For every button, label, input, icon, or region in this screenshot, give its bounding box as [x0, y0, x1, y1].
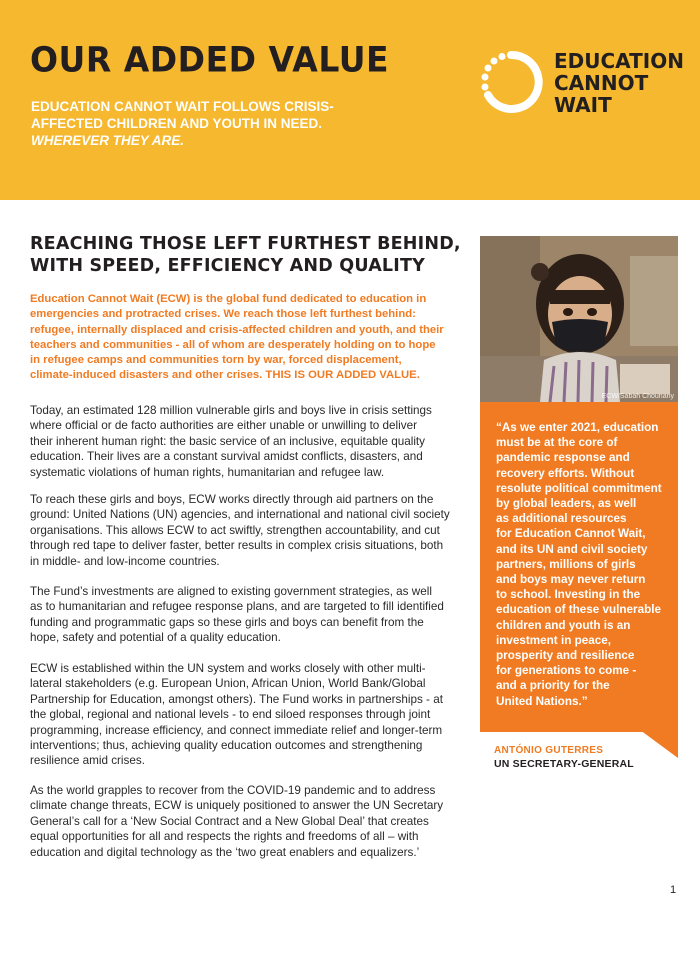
quote-line: and its UN and civil society — [496, 542, 648, 556]
quote-line: resolute political commitment — [496, 481, 662, 495]
header-banner — [0, 0, 700, 200]
body-line: ground: United Nations (UN) agencies, and international and national civil society — [30, 508, 450, 522]
quote-line: must be at the core of — [496, 436, 618, 450]
header-subtitle-italic: WHEREVER THEY ARE. — [31, 133, 185, 148]
body-line: lateral stakeholders (e.g. European Union, African Union, World Bank/Global — [30, 677, 426, 691]
ecw-logo — [476, 44, 686, 124]
body-line: General’s call for a ‘New Social Contract and a New Global Deal’ that creates — [30, 814, 429, 828]
body-line: interventions; thus, achieving quality education outcomes and strengthening — [30, 739, 423, 753]
quote-line: for generations to come - — [496, 664, 637, 678]
header-subtitle-line: EDUCATION CANNOT WAIT FOLLOWS CRISIS- — [31, 99, 334, 114]
body-line: The Fund’s investments are aligned to existing government strategies, as well — [30, 585, 432, 598]
section-heading — [30, 233, 470, 277]
body-line: equal opportunities for all and respects the rights and freedoms of all – with — [30, 830, 419, 844]
quote-line: United Nations.” — [496, 694, 588, 708]
lead-line: emergencies and protracted crises. We reach those left furthest behind: — [30, 308, 416, 321]
quote-attribution-role: UN SECRETARY-GENERAL — [494, 758, 634, 770]
section-heading-line: WITH SPEED, EFFICIENCY AND QUALITY — [30, 256, 426, 276]
quote-line: and a priority for the — [496, 679, 610, 693]
lead-line: climate-induced disasters and other crises. THIS IS OUR ADDED VALUE. — [30, 369, 420, 382]
page-number: 1 — [670, 884, 677, 896]
body-paragraph — [30, 661, 470, 769]
quote-text — [496, 420, 674, 709]
body-line: Today, an estimated 128 million vulnerable girls and boys live in crisis settings — [30, 404, 432, 417]
body-line: funding and programmatic gaps so these girls and boys can benefit from the — [30, 615, 424, 629]
body-line: Partnership for Education, amongst others). The Fund works in partnerships - at — [30, 692, 443, 706]
lead-line: refugee, internally displaced and crisis-affected children and youth, and their — [30, 323, 444, 336]
body-paragraph — [30, 783, 470, 860]
body-line: ECW is established within the UN system and works closely with other multi- — [30, 662, 426, 675]
quote-line: investment in peace, — [496, 633, 611, 647]
quote-line: to school. Investing in the — [496, 588, 641, 602]
page-title: OUR ADDED VALUE — [30, 39, 390, 80]
quote-box — [480, 402, 678, 732]
quote-line: education of these vulnerable — [496, 603, 661, 617]
body-paragraph — [30, 492, 470, 569]
student-photo — [480, 236, 678, 402]
ecw-logo-text — [554, 50, 684, 116]
body-paragraph — [30, 584, 470, 646]
body-line: programming, increase efficiency, and connect immediate relief and longer-term — [30, 723, 443, 737]
quote-line: by global leaders, as well — [496, 497, 637, 511]
section-heading-line: REACHING THOSE LEFT FURTHEST BEHIND, — [30, 234, 461, 254]
header-subtitle-line: AFFECTED CHILDREN AND YOUTH IN NEED. — [31, 116, 323, 131]
body-line: in middle- and low-income countries. — [30, 554, 220, 568]
quote-line: and boys may never return — [496, 573, 646, 587]
quote-line: as additional resources — [496, 512, 627, 526]
body-line: climate change threats, ECW is uniquely positioned to answer the UN Secretary — [30, 799, 444, 813]
logo-text-line: WAIT — [554, 93, 612, 117]
body-line: To reach these girls and boys, ECW works directly through aid partners on the — [30, 493, 434, 506]
photo-caption: ECW/Sabah Chounany — [601, 393, 674, 400]
lead-line: in refugee camps and communities torn by war, forced displacement, — [30, 354, 402, 367]
body-line: education and digital technology as the ‘two great enablers and equalizers.’ — [30, 845, 420, 859]
logo-text-line: EDUCATION — [554, 49, 684, 73]
quote-line: prosperity and resilience — [496, 649, 635, 663]
student-illustration — [480, 236, 678, 402]
quote-line: children and youth is an — [496, 618, 631, 632]
body-line: the global, regional and national levels - to end siloed responses through joint — [30, 708, 431, 722]
lead-line: Education Cannot Wait (ECW) is the global fund dedicated to education in — [30, 293, 427, 305]
lead-paragraph — [30, 292, 470, 384]
body-line: organisations. This allows ECW to act swiftly, strengthen accountability, and cut — [30, 523, 440, 537]
lead-line: teachers and communities - all of whom are desperately holding on to hope — [30, 338, 436, 351]
body-line: where official or de facto authorities are either unable or unwilling to deliver — [30, 419, 417, 433]
quote-line: for Education Cannot Wait, — [496, 527, 646, 541]
body-line: as to humanitarian and refugee response plans, and are targeted to fill identified — [30, 600, 444, 614]
quote-line: pandemic response and — [496, 451, 630, 465]
body-line: through red tape to deliver faster, better results in complex crisis situations, both — [30, 539, 444, 553]
body-line: systematic violations of human rights, humanitarian and refugee law. — [30, 465, 385, 479]
body-line: their inherent human right: the basic service of an inclusive, equitable quality — [30, 434, 426, 448]
body-line: As the world grapples to recover from the COVID-19 pandemic and to address — [30, 784, 436, 797]
body-line: education. Their lives are a constant survival amidst conflicts, disasters, and — [30, 450, 423, 464]
ecw-logo-mark-icon — [476, 47, 546, 117]
body-line: resilience amid crises. — [30, 754, 145, 768]
header-subtitle — [31, 98, 391, 149]
quote-line: recovery efforts. Without — [496, 466, 635, 480]
quote-attribution-name: ANTÓNIO GUTERRES — [494, 745, 604, 756]
quote-line: partners, millions of girls — [496, 557, 636, 571]
logo-text-line: CANNOT — [554, 71, 649, 95]
body-paragraph — [30, 403, 470, 480]
quote-line: “As we enter 2021, education — [496, 421, 659, 434]
speech-bubble-tail-icon — [640, 730, 678, 760]
body-line: hope, safety and potential of a quality education. — [30, 631, 281, 645]
